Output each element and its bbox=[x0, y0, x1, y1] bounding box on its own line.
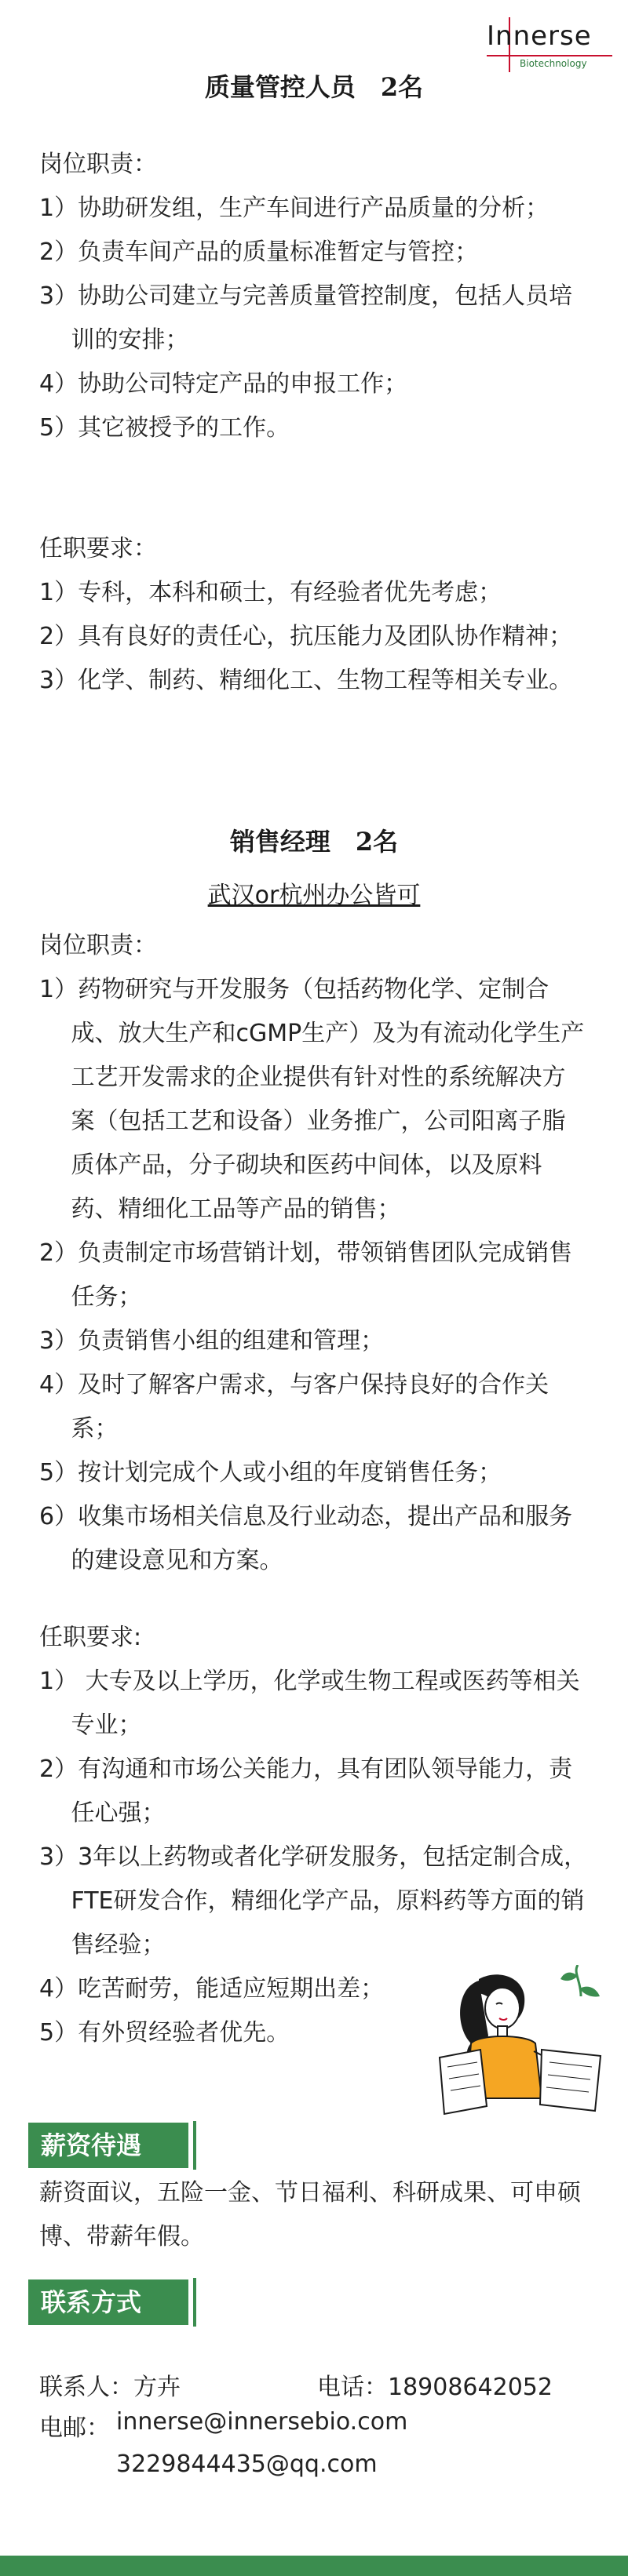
contact-person: 联系人：方卉 bbox=[39, 2374, 181, 2401]
contact-email-label: 电邮： bbox=[39, 2414, 110, 2442]
qc-position-title: 质量管控人员 2名 bbox=[204, 72, 424, 102]
contact-banner: 联系方式 bbox=[28, 2279, 188, 2325]
sales-req-heading: 任职要求: bbox=[39, 1624, 142, 1651]
qc-req-item: 3）化学、制药、精细化工、生物工程等相关专业。 bbox=[39, 667, 573, 694]
qc-duty-item: 1）协助研发组，生产车间进行产品质量的分析； bbox=[39, 195, 550, 222]
benefits-banner: 薪资待遇 bbox=[28, 2123, 188, 2168]
benefits-section bbox=[39, 2171, 589, 2259]
logo-tagline: Biotechnology bbox=[520, 58, 587, 69]
footer-accent-bar bbox=[0, 2556, 628, 2576]
woman-reading-illustration bbox=[424, 1965, 612, 2122]
sales-duties-heading: 岗位职责： bbox=[39, 932, 157, 959]
qc-requirements bbox=[39, 527, 589, 703]
contact-banner-accent bbox=[193, 2278, 196, 2327]
sales-duty-item: 6）收集市场相关信息及行业动态，提出产品和服务的建设意见和方案。 bbox=[39, 1503, 573, 1574]
contact-email-primary[interactable]: innerse@innersebio.com bbox=[116, 2408, 408, 2436]
sales-req-item: 2）有沟通和市场公关能力，具有团队领导能力，责任心强； bbox=[39, 1756, 573, 1827]
sales-duties bbox=[39, 924, 589, 1583]
sales-req-item: 5）有外贸经验者优先。 bbox=[39, 2019, 290, 2047]
qc-req-item: 1）专科，本科和硕士，有经验者优先考虑； bbox=[39, 579, 502, 606]
sales-req-item: 3）3年以上药物或者化学研发服务，包括定制合成，FTE研发合作，精细化学产品，原料药等方面的销售经验； bbox=[39, 1843, 588, 1959]
sales-req-item: 1） 大专及以上学历，化学或生物工程或医药等相关专业； bbox=[39, 1668, 580, 1739]
qc-duty-item: 4）协助公司特定产品的申报工作； bbox=[39, 370, 408, 398]
qc-req-item: 2）具有良好的责任心，抗压能力及团队协作精神； bbox=[39, 623, 573, 650]
sales-location: 武汉or杭州办公皆可 bbox=[207, 882, 421, 909]
sales-duty-item: 3）负责销售小组的组建和管理； bbox=[39, 1327, 385, 1355]
qc-req-heading: 任职要求： bbox=[39, 535, 157, 562]
qc-duties-heading: 岗位职责： bbox=[39, 151, 157, 178]
logo-cross-horizontal bbox=[487, 55, 612, 56]
benefits-text: 薪资面议，五险一金、节日福利、科研成果、可申硕博、带薪年假。 bbox=[39, 2179, 581, 2250]
sales-req-item: 4）吃苦耐劳，能适应短期出差； bbox=[39, 1975, 385, 2003]
benefits-banner-accent bbox=[193, 2121, 196, 2170]
qc-duty-item: 3）协助公司建立与完善质量管控制度，包括人员培训的安排； bbox=[39, 282, 573, 354]
sales-duty-item: 4）及时了解客户需求，与客户保持良好的合作关系； bbox=[39, 1371, 550, 1443]
sales-duty-item: 5）按计划完成个人或小组的年度销售任务； bbox=[39, 1459, 502, 1486]
qc-duty-item: 5）其它被授予的工作。 bbox=[39, 414, 290, 442]
sales-duty-item: 2）负责制定市场营销计划，带领销售团队完成销售任务； bbox=[39, 1239, 573, 1311]
contact-phone[interactable]: 电话：18908642052 bbox=[317, 2374, 553, 2401]
sales-position-title: 销售经理 2名 bbox=[229, 827, 399, 857]
contact-email-secondary[interactable]: 3229844435@qq.com bbox=[116, 2450, 378, 2478]
qc-duties bbox=[39, 143, 589, 450]
logo-wordmark: Innerse bbox=[487, 20, 592, 52]
qc-duty-item: 2）负责车间产品的质量标准暂定与管控； bbox=[39, 238, 479, 266]
sales-duty-item: 1）药物研究与开发服务（包括药物化学、定制合成、放大生产和cGMP生产）及为有流动化学生产工艺开发需求的企业提供有针对性的系统解决方案（包括工艺和设备）业务推广，公司阳离子脂质体产品，分子砌块和医药中间体，以及原料药、精细化工品等产品的销售； bbox=[39, 976, 585, 1223]
